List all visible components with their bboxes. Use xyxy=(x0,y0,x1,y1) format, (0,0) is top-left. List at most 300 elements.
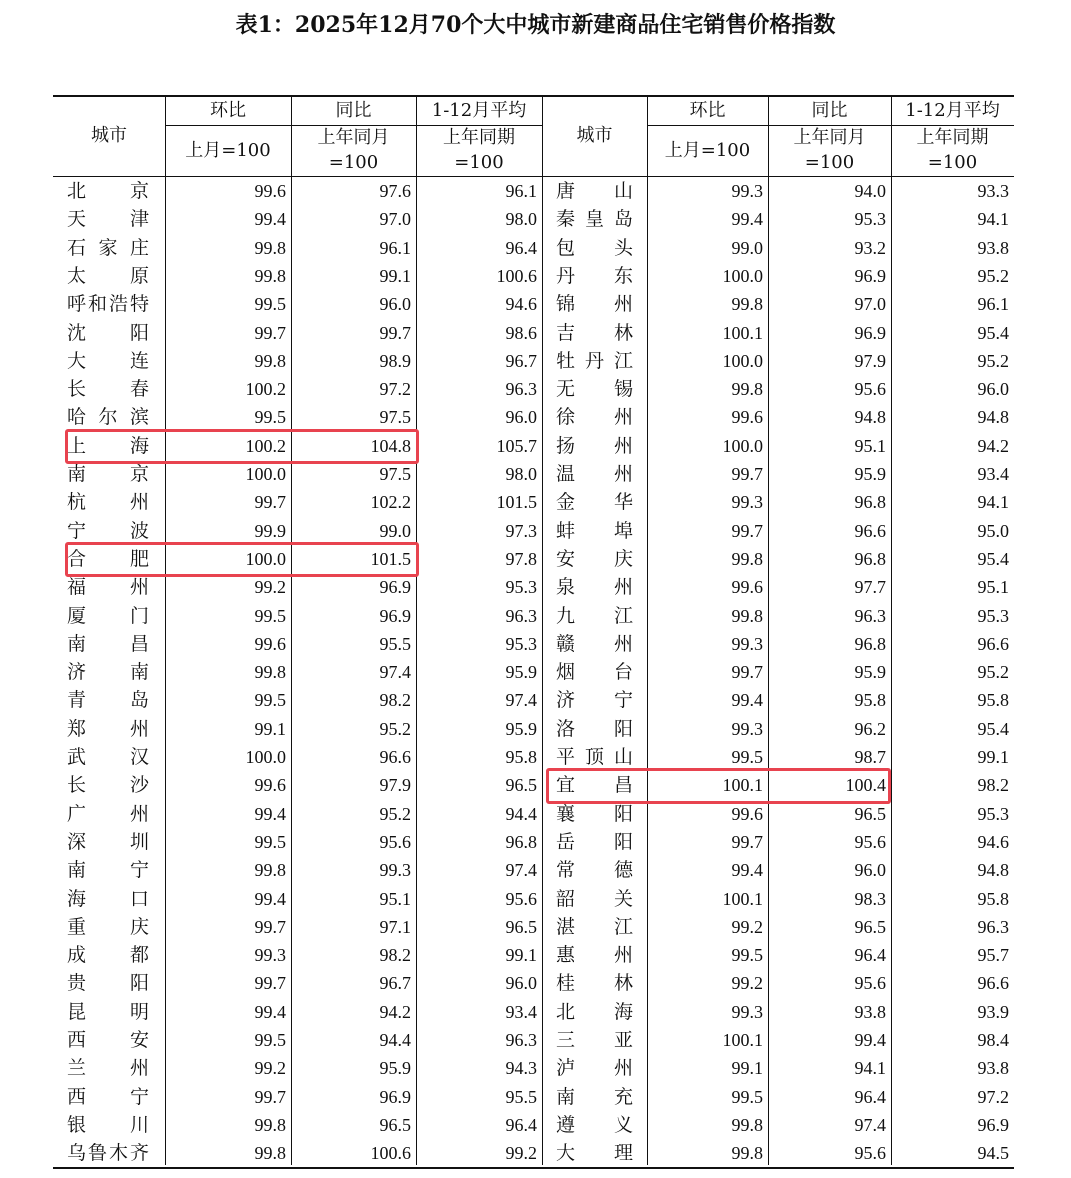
left-mom-value: 99.4 xyxy=(254,209,286,230)
right-city-name: 洛阳 xyxy=(556,717,633,740)
right-mom-value: 99.3 xyxy=(731,1001,763,1022)
left-mom-value: 99.5 xyxy=(254,294,286,315)
right-city-name: 吉林 xyxy=(556,321,633,344)
right-yoy-value: 93.8 xyxy=(854,1001,886,1022)
left-city-name: 贵阳 xyxy=(67,972,149,995)
left-mom-value: 99.8 xyxy=(254,860,286,881)
left-mom-value: 99.7 xyxy=(254,916,286,937)
left-avg-value: 96.3 xyxy=(505,379,537,400)
right-mom-value: 99.7 xyxy=(731,520,763,541)
right-mom-value: 99.5 xyxy=(731,1086,763,1107)
right-city-name: 扬州 xyxy=(556,434,633,457)
right-yoy-value: 93.2 xyxy=(854,237,886,258)
right-avg-value: 94.8 xyxy=(977,860,1009,881)
header-mid-rule-right xyxy=(647,125,1014,126)
right-yoy-value: 95.1 xyxy=(854,435,886,456)
left-yoy-value: 98.2 xyxy=(379,945,411,966)
right-yoy-value: 95.6 xyxy=(854,973,886,994)
right-city-name: 泸州 xyxy=(556,1057,633,1080)
left-avg-value: 96.0 xyxy=(505,973,537,994)
header-yoy-right: 同比 xyxy=(811,100,848,121)
right-yoy-value: 95.3 xyxy=(854,209,886,230)
left-city-name: 沈阳 xyxy=(67,321,149,344)
highlight-box xyxy=(65,542,419,577)
right-avg-value: 95.8 xyxy=(977,690,1009,711)
right-yoy-value: 96.9 xyxy=(854,265,886,286)
header-yoy-base-left-1: 上年同月 xyxy=(317,127,390,148)
right-city-name: 南充 xyxy=(556,1085,633,1108)
right-yoy-value: 96.8 xyxy=(854,633,886,654)
left-city-name: 昆明 xyxy=(67,1000,149,1023)
right-avg-value: 95.4 xyxy=(977,548,1009,569)
left-city-name: 广州 xyxy=(67,802,149,825)
left-mom-value: 99.7 xyxy=(254,322,286,343)
right-mom-value: 99.3 xyxy=(731,492,763,513)
right-yoy-value: 96.4 xyxy=(854,1086,886,1107)
col-divider xyxy=(542,97,543,1165)
left-yoy-value: 95.9 xyxy=(379,1058,411,1079)
left-yoy-value: 97.0 xyxy=(379,209,411,230)
left-yoy-value: 95.6 xyxy=(379,831,411,852)
left-avg-value: 96.3 xyxy=(505,605,537,626)
left-avg-value: 99.1 xyxy=(505,945,537,966)
right-avg-value: 94.5 xyxy=(977,1143,1009,1164)
left-avg-value: 94.6 xyxy=(505,294,537,315)
right-avg-value: 94.6 xyxy=(977,831,1009,852)
right-city-name: 金华 xyxy=(556,491,633,514)
right-mom-value: 100.1 xyxy=(722,888,763,909)
right-avg-value: 95.3 xyxy=(977,605,1009,626)
right-mom-value: 99.7 xyxy=(731,662,763,683)
left-yoy-value: 99.7 xyxy=(379,322,411,343)
right-city-name: 三亚 xyxy=(556,1029,633,1051)
left-avg-value: 96.4 xyxy=(505,1114,537,1135)
left-city-name: 长沙 xyxy=(67,774,149,797)
left-avg-value: 96.7 xyxy=(505,350,537,371)
right-mom-value: 99.0 xyxy=(731,237,763,258)
left-yoy-value: 95.1 xyxy=(379,888,411,909)
right-mom-value: 99.8 xyxy=(731,379,763,400)
header-avg-base-right-2: =100 xyxy=(927,152,978,173)
left-mom-value: 99.5 xyxy=(254,407,286,428)
left-yoy-value: 101.5 xyxy=(370,548,411,569)
left-mom-value: 99.7 xyxy=(254,492,286,513)
header-mom-base-left: 上月=100 xyxy=(185,140,271,161)
right-city-name: 韶关 xyxy=(556,887,633,910)
left-city-name: 天津 xyxy=(67,208,149,231)
right-yoy-value: 97.9 xyxy=(854,350,886,371)
page-title: 表1：2025年12月70个大中城市新建商品住宅销售价格指数 xyxy=(235,12,836,38)
left-avg-value: 97.8 xyxy=(505,548,537,569)
right-city-name: 北海 xyxy=(556,1000,633,1023)
highlight-box xyxy=(65,429,419,464)
left-mom-value: 99.5 xyxy=(254,690,286,711)
header-yoy-left: 同比 xyxy=(335,100,372,121)
left-avg-value: 96.8 xyxy=(505,831,537,852)
left-avg-value: 96.5 xyxy=(505,916,537,937)
right-yoy-value: 95.6 xyxy=(854,831,886,852)
left-mom-value: 99.2 xyxy=(254,577,286,598)
left-avg-value: 98.6 xyxy=(505,322,537,343)
left-city-name: 成都 xyxy=(67,944,149,967)
right-avg-value: 95.7 xyxy=(977,945,1009,966)
right-mom-value: 99.6 xyxy=(731,407,763,428)
left-mom-value: 99.4 xyxy=(254,1001,286,1022)
left-avg-value: 95.6 xyxy=(505,888,537,909)
right-city-name: 锦州 xyxy=(556,293,633,316)
right-mom-value: 99.8 xyxy=(731,548,763,569)
right-city-name: 桂林 xyxy=(556,972,633,995)
right-mom-value: 99.5 xyxy=(731,747,763,767)
header-mom-left: 环比 xyxy=(210,100,246,121)
left-mom-value: 99.5 xyxy=(254,605,286,626)
right-yoy-value: 97.0 xyxy=(854,294,886,315)
right-mom-value: 99.4 xyxy=(731,209,763,230)
left-avg-value: 95.9 xyxy=(505,662,537,683)
header-avg-base-right-1: 上年同期 xyxy=(916,127,989,148)
left-mom-value: 99.6 xyxy=(254,775,286,796)
right-mom-value: 99.3 xyxy=(731,718,763,739)
right-mom-value: 99.4 xyxy=(731,860,763,881)
left-yoy-value: 97.2 xyxy=(379,379,411,400)
left-avg-value: 99.2 xyxy=(505,1143,537,1164)
right-mom-value: 99.4 xyxy=(731,690,763,711)
left-city-name: 郑州 xyxy=(67,717,149,740)
left-city-name: 厦门 xyxy=(67,604,149,627)
left-avg-value: 96.0 xyxy=(505,407,537,428)
right-city-name: 烟台 xyxy=(556,661,633,684)
left-yoy-value: 99.0 xyxy=(379,520,411,541)
right-city-name: 岳阳 xyxy=(556,830,633,853)
left-city-name: 福州 xyxy=(67,576,149,599)
header-city-right: 城市 xyxy=(576,125,613,146)
right-mom-value: 99.8 xyxy=(731,294,763,315)
left-avg-value: 95.9 xyxy=(505,718,537,739)
right-yoy-value: 96.5 xyxy=(854,916,886,937)
right-mom-value: 99.2 xyxy=(731,973,763,994)
left-mom-value: 99.8 xyxy=(254,1114,286,1135)
header-city-left: 城市 xyxy=(91,125,127,146)
right-avg-value: 94.2 xyxy=(977,435,1009,456)
left-mom-value: 99.2 xyxy=(254,1058,286,1079)
right-avg-value: 96.9 xyxy=(977,1114,1009,1135)
left-avg-value: 97.3 xyxy=(505,520,537,541)
left-city-name: 西宁 xyxy=(67,1085,149,1108)
right-yoy-value: 95.8 xyxy=(854,690,886,711)
left-yoy-value: 104.8 xyxy=(370,435,411,456)
left-mom-value: 99.4 xyxy=(254,803,286,824)
left-avg-value: 96.3 xyxy=(505,1030,537,1050)
left-yoy-value: 94.4 xyxy=(379,1030,411,1050)
left-yoy-value: 95.5 xyxy=(379,633,411,654)
header-avg-right: 1-12月平均 xyxy=(905,100,1000,121)
right-mom-value: 99.2 xyxy=(731,916,763,937)
left-yoy-value: 97.5 xyxy=(379,407,411,428)
left-city-name: 合肥 xyxy=(67,547,149,570)
left-mom-value: 99.8 xyxy=(254,662,286,683)
right-mom-value: 100.1 xyxy=(722,1030,763,1050)
left-avg-value: 93.4 xyxy=(505,1001,537,1022)
left-avg-value: 101.5 xyxy=(496,492,537,513)
left-yoy-value: 95.2 xyxy=(379,718,411,739)
left-yoy-value: 97.4 xyxy=(379,662,411,683)
right-mom-value: 99.7 xyxy=(731,831,763,852)
left-mom-value: 99.8 xyxy=(254,1143,286,1164)
right-city-name: 赣州 xyxy=(556,632,633,655)
left-avg-value: 100.6 xyxy=(496,265,537,286)
left-city-name: 乌鲁木齐 xyxy=(67,1142,149,1165)
left-city-name: 南宁 xyxy=(67,859,149,882)
left-avg-value: 95.8 xyxy=(505,747,537,767)
right-city-name: 常德 xyxy=(556,859,633,882)
right-avg-value: 94.1 xyxy=(977,209,1009,230)
left-avg-value: 95.5 xyxy=(505,1086,537,1107)
right-avg-value: 95.4 xyxy=(977,718,1009,739)
right-avg-value: 95.2 xyxy=(977,350,1009,371)
right-avg-value: 96.0 xyxy=(977,379,1009,400)
left-city-name: 银川 xyxy=(67,1113,149,1136)
right-yoy-value: 96.9 xyxy=(854,322,886,343)
right-mom-value: 99.7 xyxy=(731,464,763,484)
right-yoy-value: 96.0 xyxy=(854,860,886,881)
left-city-name: 深圳 xyxy=(67,830,149,853)
header-avg-left: 1-12月平均 xyxy=(431,100,527,121)
left-city-name: 上海 xyxy=(67,434,149,457)
header-mid-rule-left xyxy=(165,125,542,126)
right-mom-value: 100.1 xyxy=(722,322,763,343)
right-city-name: 大理 xyxy=(556,1142,633,1165)
right-yoy-value: 96.2 xyxy=(854,718,886,739)
right-mom-value: 99.8 xyxy=(731,605,763,626)
left-avg-value: 94.3 xyxy=(505,1058,537,1079)
left-avg-value: 105.7 xyxy=(496,435,537,456)
right-city-name: 无锡 xyxy=(556,378,633,401)
right-mom-value: 100.0 xyxy=(722,435,763,456)
right-mom-value: 99.8 xyxy=(731,1114,763,1135)
right-avg-value: 95.8 xyxy=(977,888,1009,909)
header-mom-right: 环比 xyxy=(689,100,726,121)
right-yoy-value: 96.6 xyxy=(854,520,886,541)
left-city-name: 杭州 xyxy=(67,491,149,514)
left-city-name: 长春 xyxy=(67,378,149,401)
right-avg-value: 93.9 xyxy=(977,1001,1009,1022)
left-mom-value: 99.5 xyxy=(254,831,286,852)
right-city-name: 九江 xyxy=(556,604,633,627)
right-avg-value: 99.1 xyxy=(977,747,1009,767)
left-yoy-value: 94.2 xyxy=(379,1001,411,1022)
left-yoy-value: 96.0 xyxy=(379,294,411,315)
left-city-name: 北京 xyxy=(67,180,149,202)
left-yoy-value: 98.9 xyxy=(379,350,411,371)
right-city-name: 平顶山 xyxy=(556,746,633,768)
right-mom-value: 99.8 xyxy=(731,1143,763,1164)
left-city-name: 海口 xyxy=(67,887,149,910)
header-yoy-base-left-2: =100 xyxy=(328,152,379,173)
right-yoy-value: 97.4 xyxy=(854,1114,886,1135)
left-avg-value: 96.5 xyxy=(505,775,537,796)
right-avg-value: 98.4 xyxy=(977,1030,1009,1050)
left-city-name: 太原 xyxy=(67,264,149,287)
left-avg-value: 95.3 xyxy=(505,577,537,598)
right-yoy-value: 95.9 xyxy=(854,464,886,484)
left-city-name: 大连 xyxy=(67,349,149,372)
right-yoy-value: 99.4 xyxy=(854,1030,886,1050)
right-yoy-value: 98.3 xyxy=(854,888,886,909)
right-yoy-value: 94.1 xyxy=(854,1058,886,1079)
right-avg-value: 95.0 xyxy=(977,520,1009,541)
highlight-box xyxy=(546,768,891,803)
left-yoy-value: 102.2 xyxy=(370,492,411,513)
left-yoy-value: 96.7 xyxy=(379,973,411,994)
left-mom-value: 100.0 xyxy=(245,747,286,767)
right-yoy-value: 95.9 xyxy=(854,662,886,683)
right-city-name: 济宁 xyxy=(556,689,633,712)
right-avg-value: 94.8 xyxy=(977,407,1009,428)
right-yoy-value: 96.4 xyxy=(854,945,886,966)
left-avg-value: 97.4 xyxy=(505,860,537,881)
left-city-name: 宁波 xyxy=(67,519,149,542)
right-avg-value: 95.3 xyxy=(977,803,1009,824)
right-city-name: 温州 xyxy=(556,463,633,485)
left-mom-value: 99.5 xyxy=(254,1030,286,1050)
left-city-name: 石家庄 xyxy=(67,236,149,259)
left-mom-value: 99.8 xyxy=(254,350,286,371)
right-yoy-value: 96.5 xyxy=(854,803,886,824)
left-city-name: 重庆 xyxy=(67,915,149,938)
left-yoy-value: 96.9 xyxy=(379,605,411,626)
right-city-name: 秦皇岛 xyxy=(556,208,633,231)
right-city-name: 安庆 xyxy=(556,547,633,570)
right-yoy-value: 100.4 xyxy=(845,775,886,796)
right-yoy-value: 94.0 xyxy=(854,181,886,201)
header-yoy-base-right-2: =100 xyxy=(804,152,855,173)
right-city-name: 遵义 xyxy=(556,1113,633,1136)
left-yoy-value: 95.2 xyxy=(379,803,411,824)
right-yoy-value: 96.3 xyxy=(854,605,886,626)
right-city-name: 襄阳 xyxy=(556,802,633,825)
right-mom-value: 100.1 xyxy=(722,775,763,796)
right-city-name: 丹东 xyxy=(556,264,633,287)
left-mom-value: 99.9 xyxy=(254,520,286,541)
right-avg-value: 93.8 xyxy=(977,237,1009,258)
right-avg-value: 95.2 xyxy=(977,662,1009,683)
left-mom-value: 99.1 xyxy=(254,718,286,739)
right-avg-value: 93.8 xyxy=(977,1058,1009,1079)
header-yoy-base-right-1: 上年同月 xyxy=(793,127,866,148)
right-mom-value: 99.3 xyxy=(731,633,763,654)
left-avg-value: 96.1 xyxy=(505,181,537,201)
left-mom-value: 99.8 xyxy=(254,237,286,258)
left-yoy-value: 96.6 xyxy=(379,747,411,767)
left-avg-value: 97.4 xyxy=(505,690,537,711)
header-avg-base-left-2: =100 xyxy=(454,152,504,173)
left-mom-value: 99.6 xyxy=(254,633,286,654)
right-yoy-value: 96.8 xyxy=(854,548,886,569)
right-avg-value: 93.4 xyxy=(977,464,1009,484)
left-mom-value: 100.0 xyxy=(245,464,286,484)
left-yoy-value: 100.6 xyxy=(370,1143,411,1164)
left-mom-value: 99.7 xyxy=(254,1086,286,1107)
right-avg-value: 97.2 xyxy=(977,1086,1009,1107)
left-mom-value: 99.7 xyxy=(254,973,286,994)
left-city-name: 呼和浩特 xyxy=(67,293,149,316)
left-avg-value: 98.0 xyxy=(505,464,537,484)
left-yoy-value: 96.9 xyxy=(379,577,411,598)
left-mom-value: 100.2 xyxy=(245,435,286,456)
header-mom-base-right: 上月=100 xyxy=(664,140,751,161)
left-city-name: 武汉 xyxy=(67,746,149,768)
right-city-name: 宜昌 xyxy=(556,774,633,797)
right-mom-value: 99.6 xyxy=(731,803,763,824)
left-avg-value: 96.4 xyxy=(505,237,537,258)
left-city-name: 兰州 xyxy=(67,1057,149,1080)
right-city-name: 牡丹江 xyxy=(556,349,633,372)
left-yoy-value: 96.5 xyxy=(379,1114,411,1135)
left-avg-value: 98.0 xyxy=(505,209,537,230)
right-avg-value: 95.1 xyxy=(977,577,1009,598)
left-yoy-value: 97.5 xyxy=(379,464,411,484)
right-avg-value: 94.1 xyxy=(977,492,1009,513)
left-city-name: 青岛 xyxy=(67,689,149,712)
right-yoy-value: 95.6 xyxy=(854,1143,886,1164)
right-city-name: 蚌埠 xyxy=(556,519,633,542)
left-mom-value: 99.3 xyxy=(254,945,286,966)
right-yoy-value: 96.8 xyxy=(854,492,886,513)
right-yoy-value: 95.6 xyxy=(854,379,886,400)
left-city-name: 济南 xyxy=(67,661,149,684)
right-yoy-value: 94.8 xyxy=(854,407,886,428)
right-yoy-value: 97.7 xyxy=(854,577,886,598)
left-avg-value: 94.4 xyxy=(505,803,537,824)
right-mom-value: 99.3 xyxy=(731,181,763,201)
left-yoy-value: 97.1 xyxy=(379,916,411,937)
left-city-name: 南京 xyxy=(67,463,149,485)
header-avg-base-left-1: 上年同期 xyxy=(443,127,515,148)
right-avg-value: 95.4 xyxy=(977,322,1009,343)
left-yoy-value: 98.2 xyxy=(379,690,411,711)
right-avg-value: 95.2 xyxy=(977,265,1009,286)
right-avg-value: 96.6 xyxy=(977,973,1009,994)
right-city-name: 徐州 xyxy=(556,406,633,429)
right-avg-value: 96.3 xyxy=(977,916,1009,937)
left-city-name: 南昌 xyxy=(67,632,149,655)
left-city-name: 哈尔滨 xyxy=(67,406,149,429)
left-yoy-value: 96.9 xyxy=(379,1086,411,1107)
right-mom-value: 99.6 xyxy=(731,577,763,598)
price-index-table xyxy=(53,95,1014,1169)
right-city-name: 唐山 xyxy=(556,180,633,202)
right-avg-value: 96.1 xyxy=(977,294,1009,315)
left-mom-value: 99.6 xyxy=(254,181,286,201)
right-city-name: 湛江 xyxy=(556,915,633,938)
left-mom-value: 100.2 xyxy=(245,379,286,400)
right-mom-value: 100.0 xyxy=(722,350,763,371)
right-avg-value: 93.3 xyxy=(977,181,1009,201)
left-yoy-value: 99.3 xyxy=(379,860,411,881)
right-mom-value: 99.1 xyxy=(731,1058,763,1079)
left-yoy-value: 99.1 xyxy=(379,265,411,286)
right-city-name: 惠州 xyxy=(556,944,633,967)
right-avg-value: 98.2 xyxy=(977,775,1009,796)
left-yoy-value: 97.6 xyxy=(379,181,411,201)
left-mom-value: 100.0 xyxy=(245,548,286,569)
left-mom-value: 99.4 xyxy=(254,888,286,909)
left-yoy-value: 96.1 xyxy=(379,237,411,258)
left-city-name: 西安 xyxy=(67,1029,149,1051)
left-avg-value: 95.3 xyxy=(505,633,537,654)
right-city-name: 包头 xyxy=(556,236,633,259)
right-mom-value: 99.5 xyxy=(731,945,763,966)
